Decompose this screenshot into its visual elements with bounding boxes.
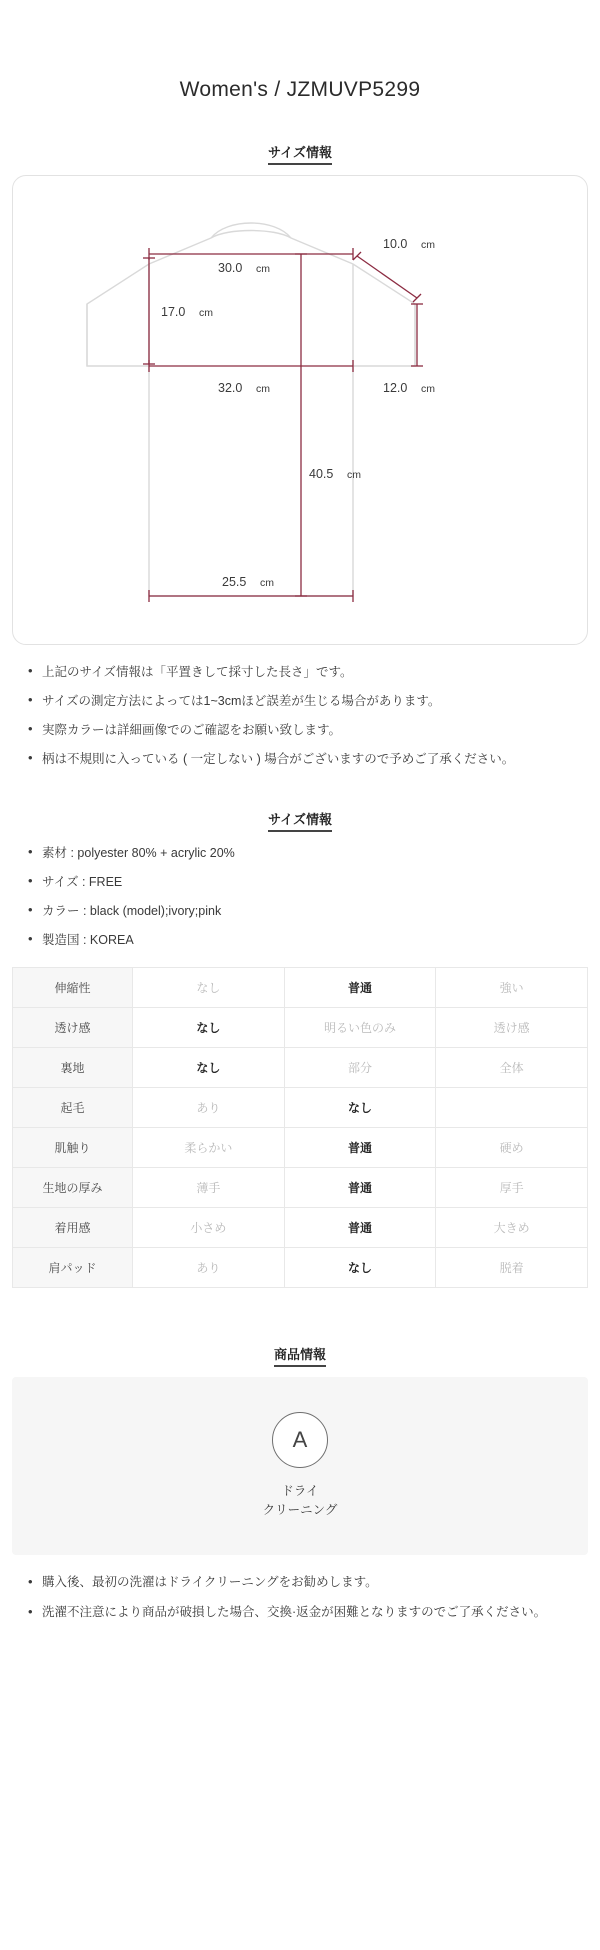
product-info-heading-label: 商品情報 <box>274 1347 326 1367</box>
row-label: 起毛 <box>13 1088 133 1128</box>
row-option: なし <box>284 1248 436 1288</box>
row-option: 明るい色のみ <box>284 1008 436 1048</box>
dim-armhole-unit: cm <box>199 307 213 319</box>
dim-total-length-value: 40.5 <box>309 467 334 481</box>
dim-sleeve-unit: cm <box>421 239 435 251</box>
row-option: あり <box>133 1088 285 1128</box>
table-row <box>13 1128 588 1168</box>
row-option: 硬め <box>436 1128 588 1168</box>
row-label: 着用感 <box>13 1208 133 1248</box>
row-option: なし <box>133 1008 285 1048</box>
row-option: 脱着 <box>436 1248 588 1288</box>
garment-outline <box>87 223 415 596</box>
row-label: 肌触り <box>13 1128 133 1168</box>
row-option: 大きめ <box>436 1208 588 1248</box>
table-row <box>13 1088 588 1128</box>
care-label-line1: ドライ <box>281 1484 319 1499</box>
size-notes-list <box>26 663 574 769</box>
row-option: なし <box>284 1088 436 1128</box>
care-instruction-card <box>12 1377 588 1555</box>
dim-total-length-unit: cm <box>347 469 361 481</box>
spec-info-heading-label: サイズ情報 <box>268 812 332 832</box>
row-label: 伸縮性 <box>13 968 133 1008</box>
dim-shoulder-unit: cm <box>256 263 270 275</box>
row-option: 薄手 <box>133 1168 285 1208</box>
dim-hem-value: 25.5 <box>222 575 247 589</box>
row-label: 裏地 <box>13 1048 133 1088</box>
list-item: • 購入後、最初の洗濯はドライクリーニングをお勧めします。 <box>26 1573 574 1592</box>
list-item: • 実際カラーは詳細画像でのご確認をお願い致します。 <box>26 721 574 739</box>
table-row <box>13 1208 588 1248</box>
list-item: • 柄は不規則に入っている ( 一定しない ) 場合がございますので予めご了承ください。 <box>26 750 574 768</box>
dim-shoulder-value: 30.0 <box>218 261 243 275</box>
spec-info-heading <box>0 809 600 828</box>
dry-clean-icon <box>272 1412 328 1468</box>
list-item: • 素材 : polyester 80% + acrylic 20% <box>26 844 574 862</box>
list-item: • サイズ : FREE <box>26 873 574 891</box>
garment-diagram <box>13 176 589 644</box>
row-option: あり <box>133 1248 285 1288</box>
list-item: • カラー : black (model);ivory;pink <box>26 902 574 920</box>
row-option: 透け感 <box>436 1008 588 1048</box>
row-option: 柔らかい <box>133 1128 285 1168</box>
product-info-heading <box>0 1344 600 1363</box>
list-item: • 洗濯不注意により商品が破損した場合、交換·返金が困難となりますのでご了承ください。 <box>26 1603 574 1622</box>
dimension-lines <box>143 248 423 602</box>
dim-sleeve-opening-value: 12.0 <box>383 381 408 395</box>
dim-sleeve-opening-unit: cm <box>421 383 435 395</box>
attribute-table <box>12 967 588 1288</box>
spec-list <box>26 844 574 950</box>
row-option: 小さめ <box>133 1208 285 1248</box>
row-option: なし <box>133 1048 285 1088</box>
table-row <box>13 1048 588 1088</box>
dry-clean-symbol: A <box>292 1427 308 1453</box>
dim-chest-unit: cm <box>256 383 270 395</box>
table-row <box>13 968 588 1008</box>
page-title: Women's / JZMUVP5299 <box>179 78 421 101</box>
care-label-line2: クリーニング <box>262 1503 338 1517</box>
row-option: 厚手 <box>436 1168 588 1208</box>
row-option: 全体 <box>436 1048 588 1088</box>
row-label: 透け感 <box>13 1008 133 1048</box>
dim-sleeve-value: 10.0 <box>383 237 408 251</box>
size-info-heading <box>0 142 600 161</box>
table-row <box>13 1168 588 1208</box>
row-option: なし <box>133 968 285 1008</box>
row-label: 生地の厚み <box>13 1168 133 1208</box>
size-diagram-card <box>12 175 588 645</box>
row-option <box>436 1088 588 1128</box>
dim-hem-unit: cm <box>260 577 274 589</box>
row-option: 部分 <box>284 1048 436 1088</box>
list-item: • サイズの測定方法によっては1~3cmほど誤差が生じる場合があります。 <box>26 692 574 710</box>
row-option: 普通 <box>284 968 436 1008</box>
table-row <box>13 1248 588 1288</box>
size-info-heading-label: サイズ情報 <box>268 145 332 165</box>
row-option: 強い <box>436 968 588 1008</box>
list-item: • 上記のサイズ情報は「平置きして採寸した長さ」です。 <box>26 663 574 681</box>
row-option: 普通 <box>284 1168 436 1208</box>
row-option: 普通 <box>284 1208 436 1248</box>
row-option: 普通 <box>284 1128 436 1168</box>
row-label: 肩パッド <box>13 1248 133 1288</box>
list-item: • 製造国 : KOREA <box>26 931 574 949</box>
care-notes-list <box>26 1573 574 1622</box>
dim-armhole-value: 17.0 <box>161 305 186 319</box>
dim-chest-value: 32.0 <box>218 381 243 395</box>
care-label <box>263 1482 338 1520</box>
table-row <box>13 1008 588 1048</box>
